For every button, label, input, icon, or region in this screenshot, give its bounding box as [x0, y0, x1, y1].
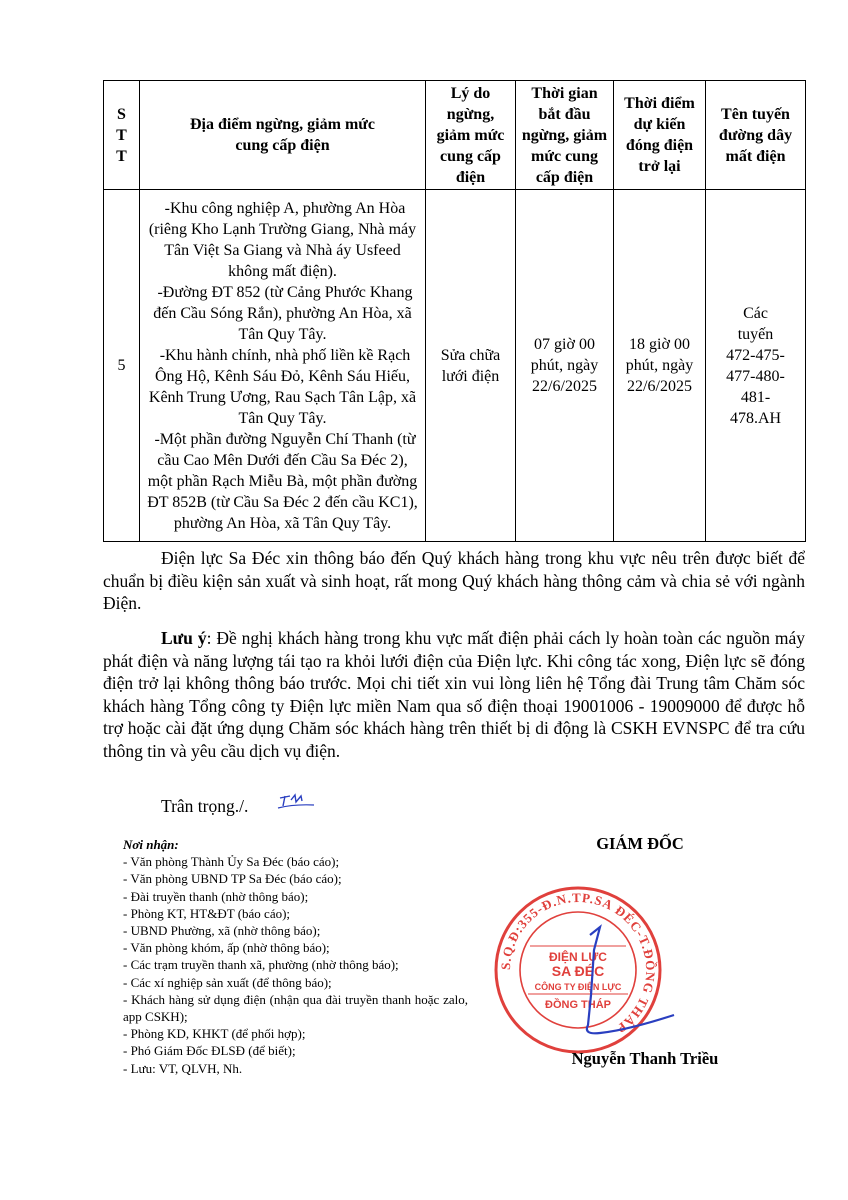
seal-line4: ĐỒNG THÁP — [545, 999, 611, 1011]
cell-reason: Sửa chữa lưới điện — [426, 190, 516, 542]
note-label: Lưu ý — [161, 628, 207, 648]
cell-lines: Các tuyến 472-475-477-480-481-478.AH — [706, 190, 806, 542]
header-start: Thời gian bắt đầu ngừng, giảm mức cung cấp điện — [516, 81, 614, 190]
recipient-item: - Phòng KD, KHKT (để phối hợp); — [123, 1026, 306, 1042]
cell-end: 18 giờ 00 phút, ngày 22/6/2025 — [614, 190, 706, 542]
recipient-item: - Phó Giám Đốc ĐLSĐ (để biết); — [123, 1043, 296, 1059]
notice-paragraph: Điện lực Sa Đéc xin thông báo đến Quý khách hàng trong khu vực nêu trên được biết để chuẩn bị điều kiện sản xuất và sinh hoạt, rất mong Quý khách hàng thông cảm và chia sẻ với ngành Điện. — [103, 548, 805, 613]
recipient-item: - Các trạm truyền thanh xã, phường (nhờ thông báo); — [123, 957, 399, 973]
recipient-item: - Lưu: VT, QLVH, Nh. — [123, 1060, 243, 1076]
recipient-item: - UBND Phường, xã (nhờ thông báo); — [123, 923, 321, 939]
header-end: Thời điểm dự kiến đóng điện trở lại — [614, 81, 706, 190]
recipient-item: - Đài truyền thanh (nhờ thông báo); — [123, 888, 309, 904]
note-text: : Đề nghị khách hàng trong khu vực mất điện phải cách ly hoàn toàn các nguồn máy phát điện và năng lượng tái tạo ra khỏi lưới điện của Điện lực. Khi công tác xong, Điện lực sẽ đóng điện trở lại không thông báo trước. Mọi chi tiết xin vui lòng liên hệ Tổng đài Trung tâm Chăm sóc khách hàng Tổng công ty Điện lực miền Nam qua số điện thoại 19001006 - 19009000 để được hỗ trợ hoặc cài đặt ứng dụng Chăm sóc khách hàng trên thiết bị di động là CSKH EVNSPC để tra cứu thông tin và yêu cầu dịch vụ điện. — [103, 628, 805, 761]
recipient-item: - Văn phòng khóm, ấp (nhờ thông báo); — [123, 940, 330, 956]
place-item: -Một phần đường Nguyễn Chí Thanh (từ cầu Cao Mên Dưới đến Cầu Sa Đéc 2), một phần Rạch Miễu Bà, một phần đường ĐT 852B (từ Cầu Sa Đéc 2 đến cầu KC1), phường An Hòa, xã Tân Quy Tây. — [147, 430, 418, 532]
table-header-row — [104, 81, 806, 190]
place-item: -Đường ĐT 852 (từ Cảng Phước Khang đến Cầu Sóng Rắn), phường An Hòa, xã Tân Quy Tây. — [153, 283, 413, 343]
recipient-item: - Văn phòng UBND TP Sa Đéc (báo cáo); — [123, 871, 342, 887]
place-item: -Khu công nghiệp A, phường An Hòa (riêng Kho Lạnh Trường Giang, Nhà máy Tân Việt Sa Giang và Nhà áy Usfeed không mất điện). — [148, 199, 417, 280]
recipient-item: - Các xí nghiệp sản xuất (để thông báo); — [123, 974, 332, 990]
initials-mark — [274, 790, 318, 814]
seal-line3: CÔNG TY ĐIỆN LỰC — [534, 982, 622, 992]
seal-ring-text: S.Q.Đ:355-Đ.N.TP.SA ĐÉC-T.ĐỒNG THÁP — [497, 889, 659, 1037]
recipient-item: - Khách hàng sử dụng điện (nhận qua đài truyền thanh hoặc zalo, app CSKH); — [123, 991, 468, 1025]
signer-title: GIÁM ĐỐC — [596, 834, 684, 853]
table-row — [104, 190, 806, 542]
closing-text: Trân trọng./. — [161, 796, 249, 816]
header-stt: S T T — [104, 81, 140, 190]
header-reason: Lý do ngừng, giảm mức cung cấp điện — [426, 81, 516, 190]
outage-table — [103, 80, 806, 542]
header-lines: Tên tuyến đường dây mất điện — [706, 81, 806, 190]
recipient-item: - Phòng KT, HT&ĐT (báo cáo); — [123, 905, 291, 921]
note-paragraph — [103, 627, 805, 762]
header-place: Địa điểm ngừng, giảm mức cung cấp điện — [140, 81, 426, 190]
cell-places — [140, 190, 426, 542]
cell-stt: 5 — [104, 190, 140, 542]
recipients-list — [123, 836, 468, 1077]
recipients-heading: Nơi nhận: — [123, 837, 179, 852]
seal-line1: ĐIỆN LỰC — [549, 950, 607, 964]
place-item: -Khu hành chính, nhà phố liền kề Rạch Ông Hộ, Kênh Sáu Đỏ, Kênh Sáu Hiếu, Kênh Trung Ương, Rau Sạch Tân Lập, xã Tân Quy Tây. — [148, 346, 417, 427]
recipient-item: - Văn phòng Thành Ủy Sa Đéc (báo cáo); — [123, 854, 340, 870]
official-seal — [478, 875, 678, 1065]
seal-line2: SA ĐÉC — [551, 963, 605, 979]
cell-start: 07 giờ 00 phút, ngày 22/6/2025 — [516, 190, 614, 542]
signer-name: Nguyễn Thanh Triều — [571, 1049, 719, 1068]
